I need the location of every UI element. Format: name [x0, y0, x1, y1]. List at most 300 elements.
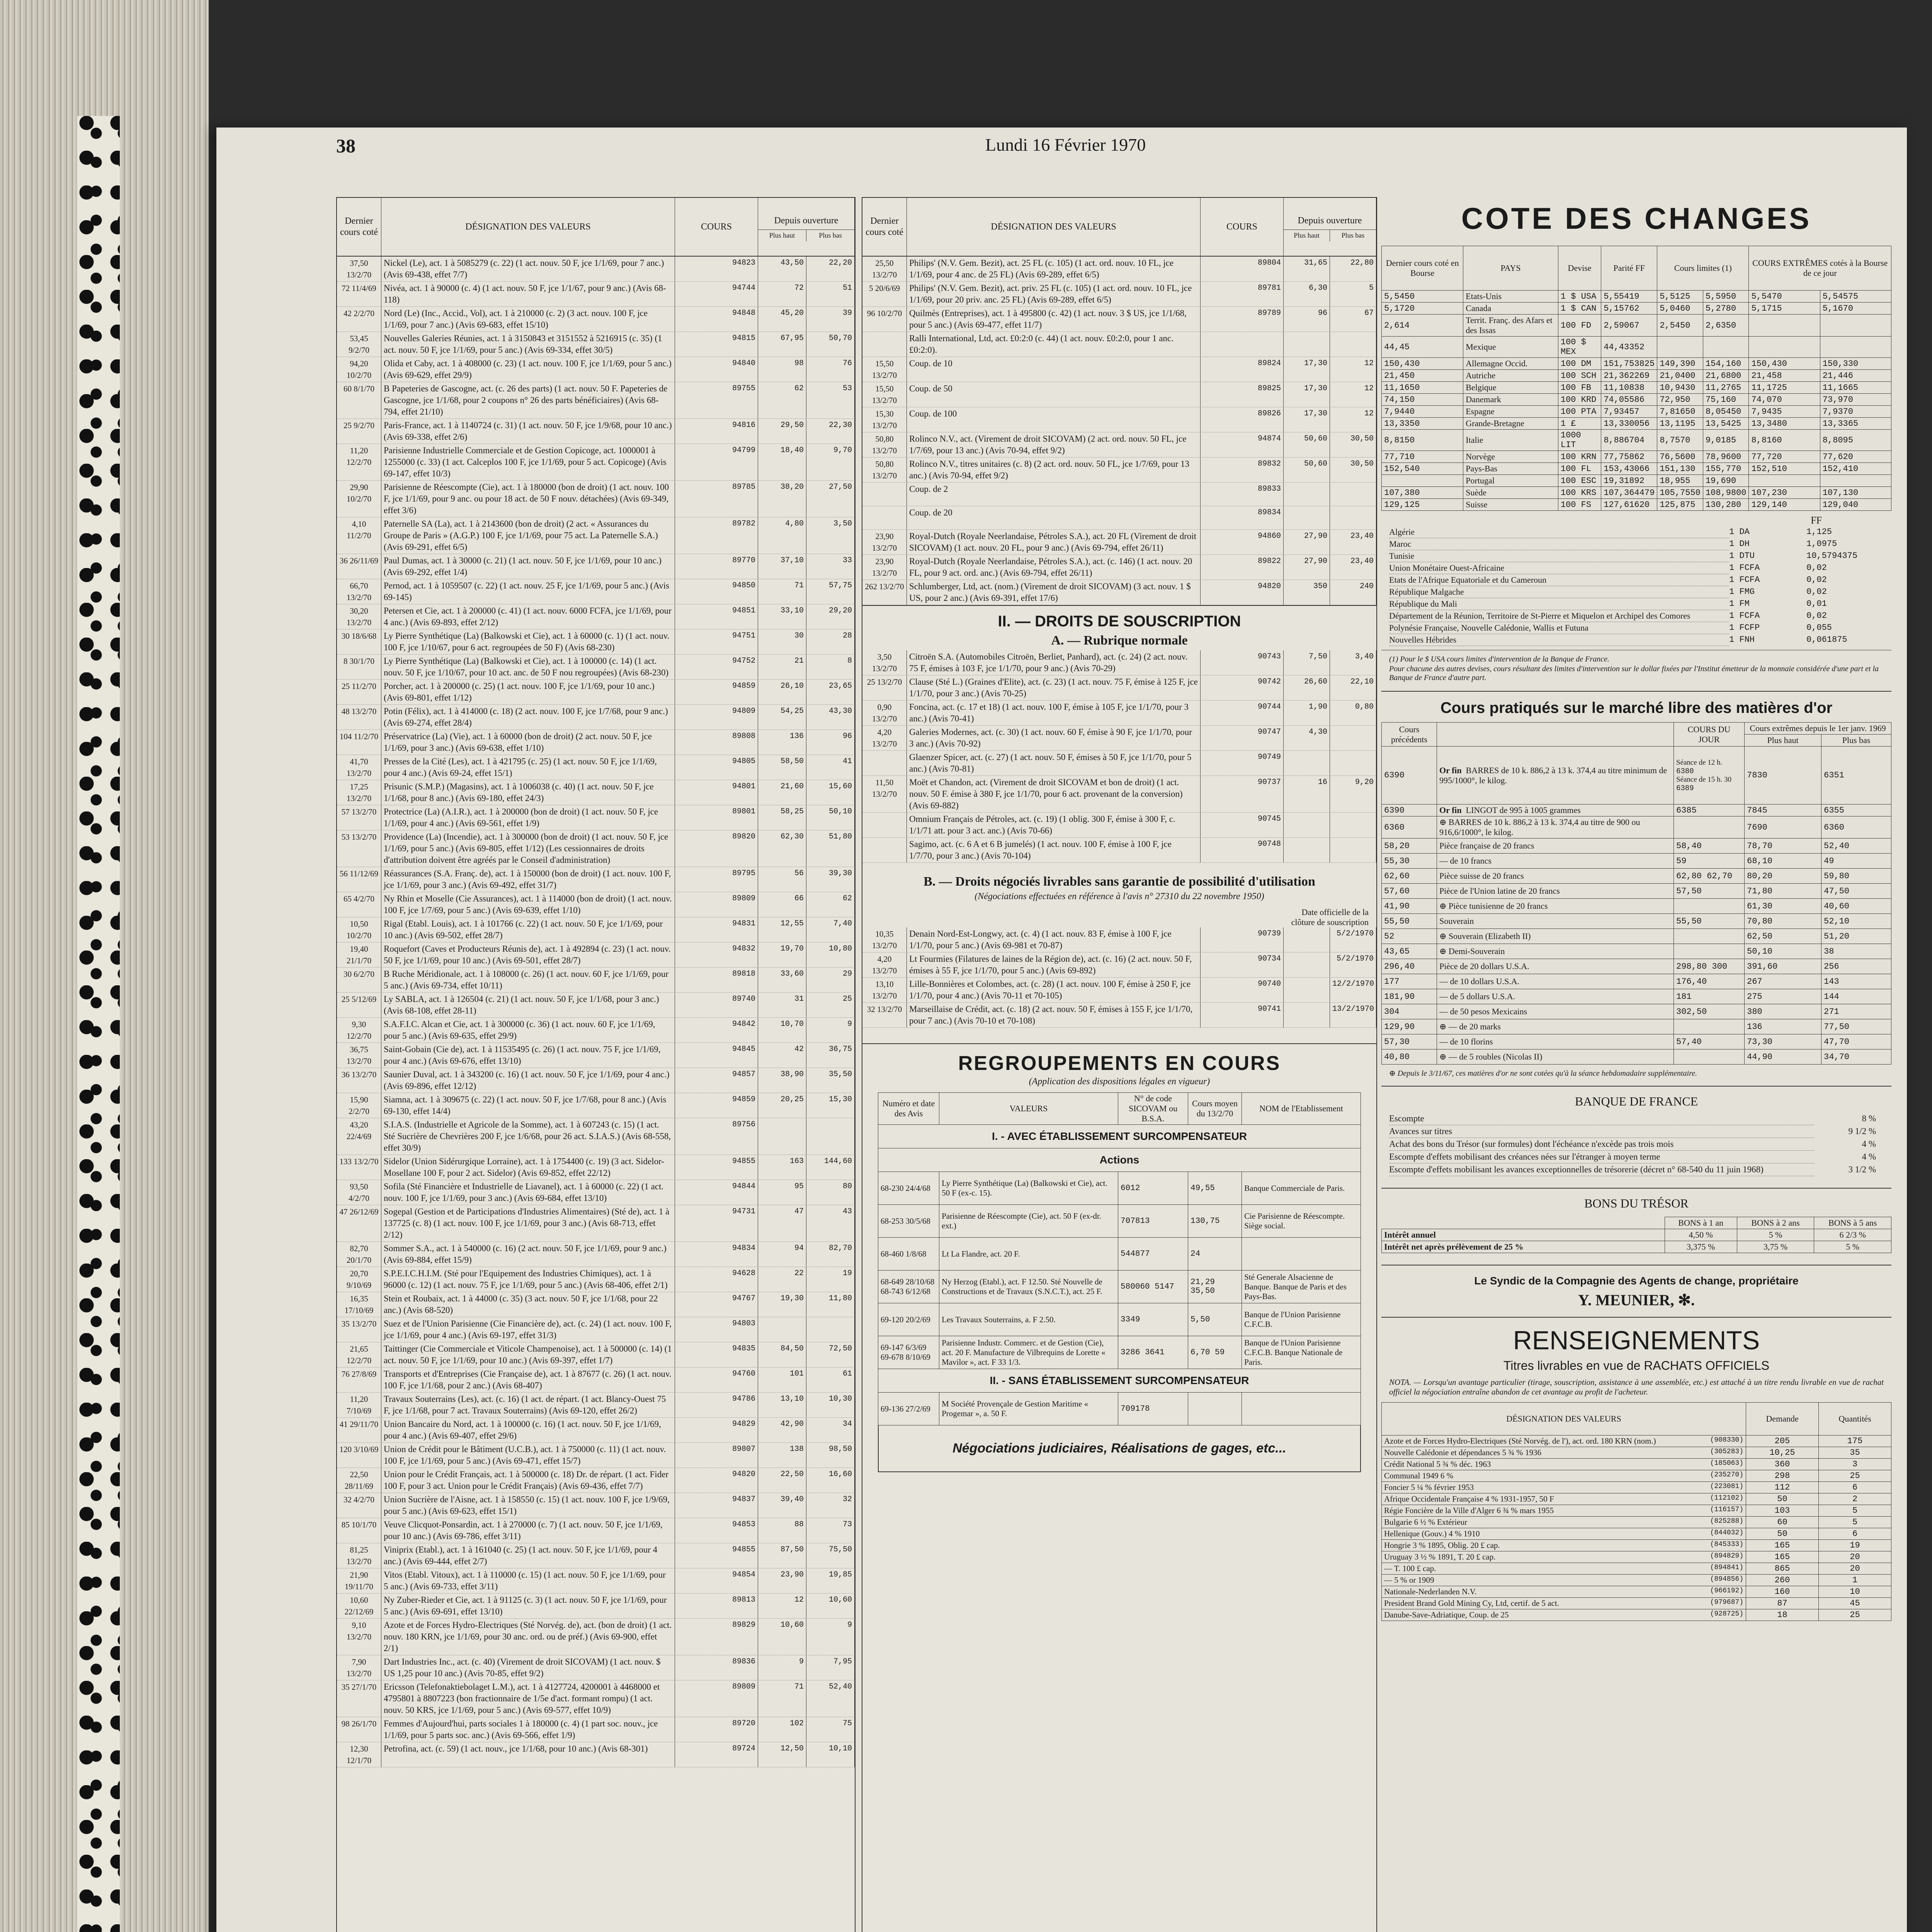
rachats-designation — [1382, 1609, 1746, 1621]
changes-l1 — [1657, 337, 1703, 358]
changes-pays: Territ. Franç. des Afars et des Issas — [1463, 315, 1558, 337]
rachats-designation-text: Régie Foncière de la Ville d'Alger 6 ¾ % mars 1955 — [1384, 1506, 1554, 1515]
franc-zone-value: 1,0975 — [1806, 539, 1837, 549]
franc-zone-row — [1389, 538, 1884, 550]
price-high: 71 — [758, 1680, 806, 1717]
security-designation: Denain Nord-Est-Longwy, act. (c. 4) (1 act. nouv. 83 F, émise à 100 F, jce 1/1/70, pour 5 anc.) (Avis 69-981 et 70-87) — [907, 927, 1201, 952]
rachats-code: (305283) — [1710, 1448, 1743, 1456]
security-row — [862, 952, 1376, 978]
security-row — [337, 1367, 855, 1393]
bons-net-1an: 3,375 % — [1665, 1241, 1737, 1253]
rachats-quantite: 6 — [1818, 1482, 1891, 1493]
security-code: 90743 — [1201, 650, 1284, 675]
or-coin-b: 271 — [1821, 1004, 1891, 1019]
header-dernier-cours: Dernier cours coté — [337, 198, 381, 256]
securities-list-middle — [862, 257, 1376, 605]
page-date: Lundi 16 Février 1970 — [985, 135, 1146, 155]
price-high: 22 — [758, 1267, 806, 1292]
bons-header-blank — [1382, 1217, 1665, 1229]
security-row — [337, 1680, 855, 1717]
security-designation: Porcher, act. 1 à 200000 (c. 25) (1 act. nouv. 100 F, jce 1/1/69, pour 10 anc.) (Avis 69-801, effet 1/12) — [381, 680, 675, 704]
price-low: 23,40 — [1330, 530, 1376, 554]
header-plus-bas: Plus bas — [819, 231, 842, 240]
rachats-code: (223081) — [1710, 1483, 1743, 1490]
or-coin-h: 391,60 — [1745, 959, 1821, 974]
franc-zone-devise: 1 FNH — [1729, 635, 1755, 645]
changes-l2: 108,9800 — [1703, 487, 1749, 499]
security-code: 94820 — [675, 1468, 758, 1493]
security-row — [337, 1543, 855, 1568]
or-coin-h: 62,50 — [1745, 929, 1821, 944]
rachats-code: (844032) — [1710, 1529, 1743, 1537]
security-code: 94799 — [675, 444, 758, 480]
franc-zone-devise: 1 DA — [1729, 527, 1750, 537]
price-low: 9,70 — [806, 444, 855, 480]
price-low: 75 — [806, 1717, 855, 1742]
regroupement-cours: 21,29 35,50 — [1188, 1270, 1242, 1303]
price-high: 101 — [758, 1367, 806, 1392]
regroupement-etab: Banque de l'Union Parisienne C.F.C.B. — [1242, 1303, 1361, 1336]
security-designation: Siamna, act. 1 à 309675 (c. 22) (1 act. nouv. 50 F, jce 1/7/68, pour 8 anc.) (Avis 69-130, effet 14/4) — [381, 1093, 675, 1118]
price-low: 7,95 — [806, 1655, 855, 1680]
banque-value: 3 1/2 % — [1848, 1165, 1876, 1174]
security-row — [337, 780, 855, 805]
security-designation: Marseillaise de Crédit, act. (c. 18) (2 act. nouv. 50 F, émises à 155 F, jce 1/1/70, pour 7 anc.) (Avis 70-10 et 70-108) — [907, 1003, 1201, 1027]
regroupement-avis: 69-147 6/3/69 69-678 8/10/69 — [878, 1336, 939, 1369]
last-price-date: 10,35 13/2/70 — [862, 927, 907, 952]
bons-interet-5ans: 6 2/3 % — [1814, 1229, 1891, 1241]
security-row — [337, 1068, 855, 1093]
changes-dernier: 150,430 — [1382, 358, 1463, 370]
rachats-code: (116157) — [1710, 1506, 1743, 1514]
rachats-demande: 165 — [1746, 1551, 1819, 1563]
bons-net-label: Intérêt net après prélèvement de 25 % — [1382, 1241, 1665, 1253]
changes-devise: 1 $ CAN — [1558, 303, 1601, 315]
last-price-date: 36 26/11/69 — [337, 554, 381, 579]
security-row — [337, 680, 855, 705]
or-coin-day — [1674, 1019, 1745, 1034]
security-code: 94767 — [675, 1292, 758, 1317]
franc-zone-value: 1,125 — [1806, 527, 1832, 537]
price-high — [1284, 506, 1330, 529]
security-row — [337, 444, 855, 481]
price-low: 10,60 — [806, 1594, 855, 1618]
security-code: 94751 — [675, 629, 758, 654]
page-number: 38 — [336, 135, 355, 156]
price-low: 39,30 — [806, 867, 855, 892]
security-designation: Saint-Gobain (Cie de), act. 1 à 11535495 (c. 26) (1 act. nouv. 75 F, jce 1/1/69, pour 4 anc.) (Avis 69-676, effet 13/10) — [381, 1043, 675, 1068]
security-code: 89789 — [1201, 307, 1284, 332]
rachats-designation-text: Uruguay 3 ½ % 1891, T. 20 £ cap. — [1384, 1552, 1496, 1561]
price-low: 29,20 — [806, 604, 855, 629]
security-code: 89720 — [675, 1717, 758, 1742]
security-code: 90740 — [1201, 978, 1284, 1002]
security-row — [862, 751, 1376, 776]
changes-parite: 13,330056 — [1601, 418, 1657, 430]
security-code: 89756 — [675, 1118, 758, 1155]
regroupement-val: Parisienne Industr. Commerc. et de Gestion (Cie), act. 20 F. Manufacture de Vilbrequins de Lorette « Mavilor », act. F 33 1/3. — [939, 1336, 1118, 1369]
banque-list — [1381, 1112, 1891, 1176]
price-high: 58,25 — [758, 805, 806, 830]
or-lingot-prev: 6390 — [1382, 804, 1437, 816]
rachats-designation-text: Hellenique (Gouv.) 4 % 1910 — [1384, 1529, 1480, 1538]
or-coin-desc: — de 10 florins — [1437, 1034, 1674, 1049]
franc-zone-pays: Etats de l'Afrique Equatoriale et du Cameroun — [1389, 574, 1729, 586]
banque-title: BANQUE DE FRANCE — [1575, 1094, 1698, 1108]
franc-zone-devise: 1 FCFP — [1729, 623, 1760, 633]
changes-pays: Belgique — [1463, 382, 1558, 394]
rachats-row — [1382, 1609, 1891, 1621]
price-low — [806, 1118, 855, 1155]
or-coin-row — [1382, 989, 1891, 1004]
security-code: 94855 — [675, 1155, 758, 1180]
header-depuis-label: Depuis ouverture — [1298, 216, 1362, 226]
or-coin-row — [1382, 1004, 1891, 1019]
changes-row — [1382, 370, 1891, 382]
changes-l2: 13,5425 — [1703, 418, 1749, 430]
security-row — [337, 1292, 855, 1317]
or-coin-prev: 129,90 — [1382, 1019, 1437, 1034]
security-designation: B Ruche Méridionale, act. 1 à 108000 (c. 26) (1 act. nouv. 60 F, jce 1/1/69, pour 5 anc.) (Avis 69-734, effet 10/11) — [381, 968, 675, 992]
last-price-date: 25 11/2/70 — [337, 680, 381, 704]
security-designation: Union Bancaire du Nord, act. 1 à 100000 (c. 16) (1 act. nouv. 50 F, jce 1/1/69, pour 4 anc.) (Avis 69-407, effet 29/6) — [381, 1418, 675, 1442]
price-high: 102 — [758, 1717, 806, 1742]
security-designation: Azote et de Forces Hydro-Electriques (Sté Norvég. de), act. (bon de droit) (1 act. nouv. 180 KRN, jce 1/1/69, pour 30 anc. ord. ou de préf.) (Avis 69-900, effet 2/1) — [381, 1619, 675, 1655]
security-code: 94859 — [675, 680, 758, 704]
security-designation: Ly SABLA, act. 1 à 126504 (c. 21) (1 act. nouv. 50 F, jce 1/1/68, pour 3 anc.) (Avis 68-108, effet 28-11) — [381, 993, 675, 1017]
changes-body — [1382, 291, 1891, 511]
security-designation: Vitos (Etabl. Vitoux), act. 1 à 110000 (c. 15) (1 act. nouv. 50 F, jce 1/1/69, pour 5 anc.) (Avis 69-733, effet 3/11) — [381, 1568, 675, 1593]
or-lingot-high: 7845 — [1745, 804, 1821, 816]
security-row — [337, 357, 855, 382]
rachats-row — [1382, 1598, 1891, 1609]
bons-net-5ans: 5 % — [1814, 1241, 1891, 1253]
price-low: 5 — [1330, 282, 1376, 306]
security-designation: Sidelor (Union Sidérurgique Lorraine), act. 1 à 1754400 (c. 19) (3 act. Sidelor-Mosellane 100 F, pour 2 act. Sidelor) (Avis 69-852, effet 22/12) — [381, 1155, 675, 1180]
changes-parite: 11,10838 — [1601, 382, 1657, 394]
changes-pays: Autriche — [1463, 370, 1558, 382]
or-coin-day: 176,40 — [1674, 974, 1745, 989]
rachats-row — [1382, 1540, 1891, 1551]
security-code: 94786 — [675, 1393, 758, 1417]
regroupement-code: 709178 — [1118, 1393, 1188, 1425]
price-high: 136 — [758, 730, 806, 755]
changes-e2: 11,1665 — [1820, 382, 1891, 394]
or-coin-prev: 41,90 — [1382, 899, 1437, 914]
security-code: 90737 — [1201, 776, 1284, 812]
security-row — [337, 257, 855, 282]
security-designation: Providence (La) (Incendie), act. 1 à 300000 (bon de droit) (1 act. nouv. 50 F, jce 1/1/69, pour 5 anc.) (Avis 69-805, effet 1/12) (Les cessionnaires de droits d'attribution doivent être agréés par le Conseil d'administration) — [381, 830, 675, 867]
security-row — [862, 506, 1376, 530]
price-high: 62 — [758, 382, 806, 418]
negociations-judiciaires: Négociations judiciaires, Réalisations de gages, etc... — [878, 1425, 1361, 1472]
price-low: 30,50 — [1330, 432, 1376, 457]
droits-b-list — [862, 927, 1376, 1028]
or-coin-h: 136 — [1745, 1019, 1821, 1034]
security-designation: Sofila (Sté Financière et Industrielle de Liavanel), act. 1 à 60000 (c. 22) (1 act. nouv. 100 F, jce 1/1/69, pour 3 anc.) (Avis 69-684, effet 13/10) — [381, 1180, 675, 1205]
security-code: 89833 — [1201, 483, 1284, 506]
price-high: 45,20 — [758, 307, 806, 332]
regroupement-avis: 69-120 20/2/69 — [878, 1303, 939, 1336]
renseignements-title: RENSEIGNEMENTS — [1513, 1326, 1760, 1355]
security-designation: Nivéa, act. 1 à 90000 (c. 4) (1 act. nouv. 50 F, jce 1/1/67, pour 9 anc.) (Avis 68-118) — [381, 282, 675, 306]
bons-table — [1381, 1217, 1891, 1253]
regroupement-etab — [1242, 1238, 1361, 1270]
rachats-quantite: 25 — [1818, 1470, 1891, 1482]
last-price-date: 94,20 10/2/70 — [337, 357, 381, 382]
price-low: 15,60 — [806, 780, 855, 805]
droits-note-b: (Négociations effectuées en référence à l'avis n° 27310 du 22 novembre 1950) — [975, 891, 1264, 901]
book-binding-pattern — [77, 116, 120, 1932]
last-price-date: 65 4/2/70 — [337, 892, 381, 917]
or-coin-b: 40,60 — [1821, 899, 1891, 914]
security-code: 94844 — [675, 1180, 758, 1205]
rachats-quantite: 10 — [1818, 1586, 1891, 1598]
price-low — [1330, 332, 1376, 357]
regroupement-etab — [1242, 1393, 1361, 1425]
last-price-date: 30 18/6/68 — [337, 629, 381, 654]
changes-parite: 151,753825 — [1601, 358, 1657, 370]
franc-zone-value: 0,061875 — [1806, 635, 1847, 645]
regroupements-header-1: VALEURS — [939, 1093, 1118, 1125]
droits-souscription-section — [862, 605, 1376, 1028]
price-low: 57,75 — [806, 579, 855, 604]
security-row — [862, 307, 1376, 332]
security-code: 94752 — [675, 655, 758, 679]
security-designation: Royal-Dutch (Royale Neerlandaise, Pétroles S.A.), act. 20 FL (Virement de droit SICOVAM) (1 act. nouv. 20 FL, pour 9 anc.) (Avis 69-794, effet 26/11) — [907, 530, 1201, 554]
franc-zone-value: 10,5794375 — [1806, 551, 1858, 561]
changes-e1: 152,510 — [1749, 463, 1820, 475]
regroupement-code: 580060 5147 — [1118, 1270, 1188, 1303]
security-code: 94834 — [675, 1242, 758, 1267]
droits-sub-a: A. — Rubrique normale — [1051, 633, 1188, 648]
or-coin-h: 68,10 — [1745, 854, 1821, 869]
rachats-designation-text: Nouvelle Calédonie et dépendances 5 ¾ % 1936 — [1384, 1448, 1542, 1457]
price-low: 29 — [806, 968, 855, 992]
price-high: 33,60 — [758, 968, 806, 992]
bons-net-2ans: 3,75 % — [1737, 1241, 1814, 1253]
regroupement-val: Lt La Flandre, act. 20 F. — [939, 1238, 1118, 1270]
changes-row — [1382, 487, 1891, 499]
price-low: 11,80 — [806, 1292, 855, 1317]
or-coin-row — [1382, 944, 1891, 959]
security-code: 94859 — [675, 1093, 758, 1118]
changes-devise: 100 FS — [1558, 499, 1601, 511]
last-price-date: 29,90 10/2/70 — [337, 481, 381, 517]
price-low: 10,30 — [806, 1393, 855, 1417]
rachats-header-row — [1382, 1403, 1891, 1435]
price-high: 10,60 — [758, 1619, 806, 1655]
last-price-date — [862, 813, 907, 837]
franc-zone-value: 0,02 — [1806, 563, 1827, 573]
banque-label: Escompte d'effets mobilisant les avances exceptionnelles de trésorerie (décret n° 68-540 du 11 juin 1968) — [1389, 1163, 1814, 1176]
regroupement-code: 544877 — [1118, 1238, 1188, 1270]
last-price-date: 82,70 20/1/70 — [337, 1242, 381, 1267]
last-price-date: 50,80 13/2/70 — [862, 432, 907, 457]
changes-devise: 100 KRS — [1558, 487, 1601, 499]
or-lingot-text: LINGOT de 995 à 1005 grammes — [1466, 805, 1581, 815]
changes-row — [1382, 430, 1891, 451]
changes-dernier: 8,8150 — [1382, 430, 1463, 451]
or-coin-prev: 58,20 — [1382, 838, 1437, 854]
or-coin-desc: Pièce de l'Union latine de 20 francs — [1437, 884, 1674, 899]
or-coin-prev: 52 — [1382, 929, 1437, 944]
changes-e2: 77,620 — [1820, 451, 1891, 463]
security-code: 90739 — [1201, 927, 1284, 952]
last-price-date: 32 4/2/70 — [337, 1493, 381, 1518]
price-low: 10,80 — [806, 942, 855, 967]
rachats-demande: 50 — [1746, 1493, 1819, 1505]
changes-e2: 5,1670 — [1820, 303, 1891, 315]
rachats-designation — [1382, 1540, 1746, 1551]
changes-dernier: 5,5450 — [1382, 291, 1463, 303]
rachats-demande: 865 — [1746, 1563, 1819, 1575]
price-low: 7,40 — [806, 917, 855, 942]
regroupements-header-row — [878, 1093, 1361, 1125]
or-coin-prev: 304 — [1382, 1004, 1437, 1019]
price-low: 82,70 — [806, 1242, 855, 1267]
last-price-date: 32 13/2/70 — [862, 1003, 907, 1027]
security-designation: Ralli International, Ltd, act. £0:2:0 (c. 44) (1 act. nouv. £0:2:0, pour 1 anc. £0:2:0). — [907, 332, 1201, 357]
security-designation: Nord (Le) (Inc., Accid., Vol), act. 1 à 210000 (c. 2) (3 act. nouv. 100 F, jce 1/1/69, pour 7 anc.) (Avis 69-683, effet 15/10) — [381, 307, 675, 332]
security-designation: Parisienne de Réescompte (Cie), act. 1 à 180000 (bon de droit) (1 act. nouv. 100 F, jce 1/1/69, pour 9 anc. ou pour 18 act. de 50 F nouv. détachées) (Avis 69-349, effet 3/6) — [381, 481, 675, 517]
price-low: 30,50 — [1330, 457, 1376, 482]
price-high: 72 — [758, 282, 806, 306]
last-price-date: 15,90 2/2/70 — [337, 1093, 381, 1118]
security-code: 94731 — [675, 1205, 758, 1242]
changes-note-1: (1) Pour le $ USA cours limites d'intervention de la Banque de France. — [1381, 650, 1891, 664]
changes-l2: 155,770 — [1703, 463, 1749, 475]
price-low: 15,30 — [806, 1093, 855, 1118]
changes-parite: 19,31892 — [1601, 475, 1657, 487]
changes-devise: 100 PTA — [1558, 406, 1601, 418]
changes-row — [1382, 303, 1891, 315]
or-barres2-row — [1382, 816, 1891, 838]
bons-row-net — [1382, 1241, 1891, 1253]
ff-label: FF — [1811, 515, 1822, 526]
franc-zone-row — [1389, 586, 1884, 598]
rachats-row — [1382, 1517, 1891, 1528]
changes-parite: 2,59067 — [1601, 315, 1657, 337]
price-low: 144,60 — [806, 1155, 855, 1180]
or-coin-b: 38 — [1821, 944, 1891, 959]
last-price-date: 3,50 13/2/70 — [862, 650, 907, 675]
price-low: 5/2/1970 — [1330, 927, 1376, 952]
price-high — [1284, 751, 1330, 776]
rachats-quantite: 35 — [1818, 1447, 1891, 1459]
or-coin-b: 51,20 — [1821, 929, 1891, 944]
rachats-designation-text: — 5 % or 1909 — [1384, 1575, 1434, 1585]
changes-devise: 100 KRD — [1558, 394, 1601, 406]
price-low: 51,80 — [806, 830, 855, 867]
rachats-code: (979687) — [1710, 1599, 1743, 1606]
security-code: 94855 — [675, 1543, 758, 1568]
or-seance-15: Séance de 15 h. 30 — [1676, 775, 1731, 784]
price-high: 20,25 — [758, 1093, 806, 1118]
changes-note-2: Pour chacune des autres devises, cours résultant des limites d'intervention sur le dollar fixées par l'Institut émetteur de la monnaie considérée d'une part et la Banque de France d'autre part. — [1389, 665, 1879, 682]
price-high — [758, 1317, 806, 1342]
syndic-name: Y. MEUNIER, ✻. — [1578, 1291, 1695, 1309]
renseignements-nota: NOTA. — Lorsqu'un avantage particulier (tirage, souscription, assistance à une assemblée, etc.) est attaché à un titre rendu livrable en vue de rachat officiel la négociation entraîne abandon de cet avantage au profit de l'acheteur. — [1389, 1378, 1884, 1396]
or-coin-day: 55,50 — [1674, 914, 1745, 929]
changes-e2 — [1820, 337, 1891, 358]
security-code: 94850 — [675, 579, 758, 604]
security-row — [337, 755, 855, 780]
regroupement-code: 6012 — [1118, 1172, 1188, 1205]
security-row — [337, 419, 855, 444]
security-designation: Dart Industries Inc., act. (c. 40) (Virement de droit SICOVAM) (1 act. nouv. $ US 1,25 pour 10 anc.) (Avis 70-85, effet 9/2) — [381, 1655, 675, 1680]
changes-dernier: 74,150 — [1382, 394, 1463, 406]
rachats-designation — [1382, 1470, 1746, 1482]
or-coin-desc: ⊕ Pièce tunisienne de 20 francs — [1437, 899, 1674, 914]
rachats-demande: 112 — [1746, 1482, 1819, 1493]
franc-zone-devise: 1 FCFA — [1729, 563, 1760, 573]
or-coin-row — [1382, 1049, 1891, 1065]
rachats-demande: 60 — [1746, 1517, 1819, 1528]
security-designation: Paul Dumas, act. 1 à 30000 (c. 21) (1 act. nouv. 50 F, jce 1/1/69, pour 10 anc.) (Avis 69-292, effet 1/4) — [381, 554, 675, 579]
rachats-body — [1382, 1435, 1891, 1621]
last-price-date: 66,70 13/2/70 — [337, 579, 381, 604]
price-high: 350 — [1284, 580, 1330, 605]
last-price-date: 37,50 13/2/70 — [337, 257, 381, 281]
price-high: 42 — [758, 1043, 806, 1068]
rachats-demande: 18 — [1746, 1609, 1819, 1621]
rachats-quantite: 20 — [1818, 1563, 1891, 1575]
banque-value: 8 % — [1862, 1114, 1876, 1123]
or-coin-row — [1382, 929, 1891, 944]
price-low: 27,50 — [806, 481, 855, 517]
price-high: 31,65 — [1284, 257, 1330, 281]
price-low — [1330, 751, 1376, 776]
last-price-date — [862, 838, 907, 862]
changes-e1: 13,3480 — [1749, 418, 1820, 430]
or-header-row — [1382, 723, 1891, 735]
rachats-designation — [1382, 1586, 1746, 1598]
rachats-code: (185063) — [1710, 1459, 1743, 1467]
changes-header-0: Dernier cours coté en Bourse — [1382, 246, 1463, 291]
security-code: 94848 — [675, 307, 758, 332]
security-row — [337, 917, 855, 942]
price-low: 33 — [806, 554, 855, 579]
rachats-demande: 165 — [1746, 1540, 1819, 1551]
last-price-date: 23,90 13/2/70 — [862, 530, 907, 554]
security-code: 90748 — [1201, 838, 1284, 862]
changes-e2: 152,410 — [1820, 463, 1891, 475]
price-high: 10,70 — [758, 1018, 806, 1043]
changes-parite: 74,05586 — [1601, 394, 1657, 406]
banque-label: Escompte — [1389, 1112, 1814, 1125]
changes-pays: Suisse — [1463, 499, 1558, 511]
or-barres-text: BARRES de 10 k. 886,2 à 13 k. 374,4 au titre minimum de 995/1000°, le kilog. — [1439, 765, 1667, 785]
regroupements-title: REGROUPEMENTS EN COURS — [958, 1052, 1281, 1075]
or-coin-day: 57,50 — [1674, 884, 1745, 899]
or-coin-row — [1382, 854, 1891, 869]
price-high: 88 — [758, 1518, 806, 1543]
column-header — [862, 198, 1376, 257]
or-fin-label: Or fin — [1439, 805, 1462, 815]
regroupements-actions-label: Actions — [878, 1148, 1361, 1172]
security-code: 94760 — [675, 1367, 758, 1392]
changes-e1: 107,230 — [1749, 487, 1820, 499]
or-coin-h: 275 — [1745, 989, 1821, 1004]
price-low: 34 — [806, 1418, 855, 1442]
price-low: 10,10 — [806, 1742, 855, 1767]
regroupement-cours — [1188, 1393, 1242, 1425]
or-coin-prev: 296,40 — [1382, 959, 1437, 974]
changes-e1: 5,1715 — [1749, 303, 1820, 315]
security-row — [337, 867, 855, 892]
security-designation: Protectrice (La) (A.I.R.), act. 1 à 200000 (bon de droit) (1 act. nouv. 50 F, jce 1/1/69, pour 4 anc.) (Avis 69-561, effet 1/9) — [381, 805, 675, 830]
